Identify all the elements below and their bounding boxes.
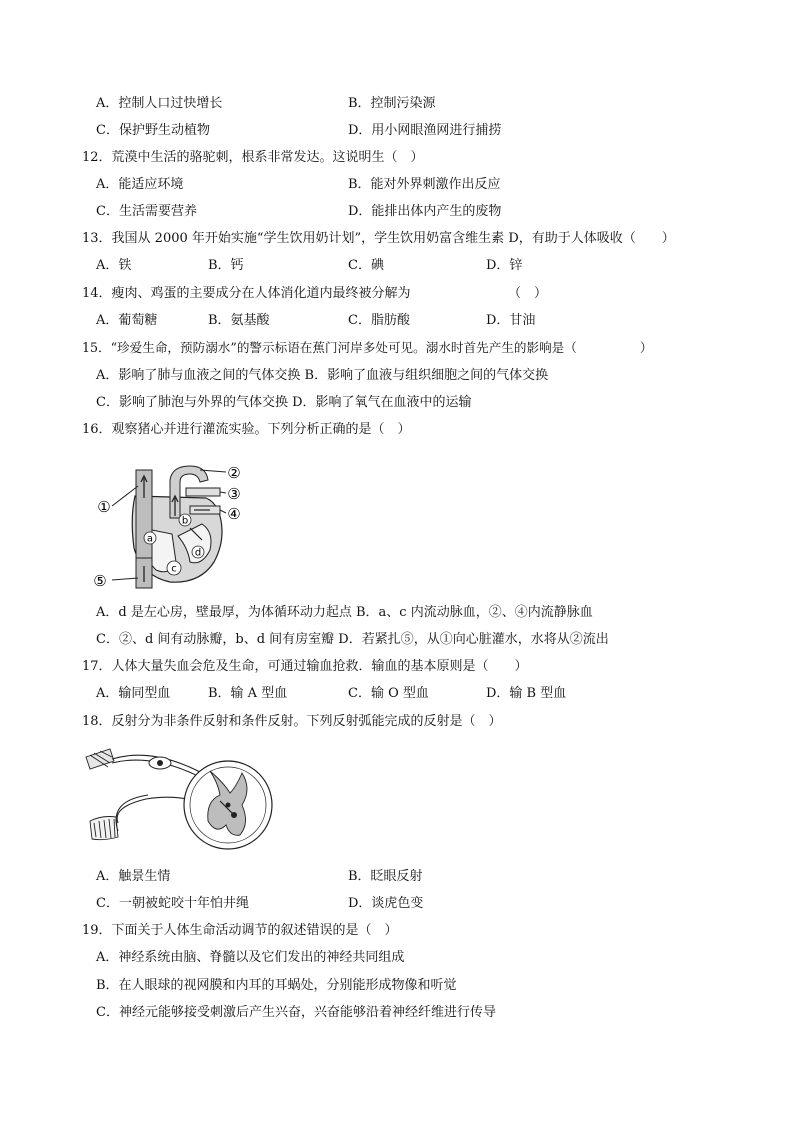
q11-option-b: B．控制污染源 — [348, 96, 436, 111]
q17-stem: 17．人体大量失血会危及生命，可通过输血抢救．输血的基本原则是（ ） — [82, 659, 528, 674]
heart-label-d: d — [194, 547, 202, 559]
heart-label-3: ③ — [227, 485, 241, 503]
q18-option-b: B．眨眼反射 — [348, 869, 423, 884]
q13-stem: 13．我国从 2000 年开始实施“学生饮用奶计划”，学生饮用奶富含维生素 D，有助于人体吸收（ ） — [82, 231, 675, 246]
q12-option-b: B．能对外界刺激作出反应 — [348, 177, 501, 192]
q18-option-d: D．谈虎色变 — [348, 896, 424, 911]
q19-option-c: C．神经元能够接受刺激后产生兴奋，兴奋能够沿着神经纤维进行传导 — [96, 1005, 496, 1020]
q11-option-c: C．保护野生动植物 — [96, 123, 210, 138]
heart-label-a: a — [146, 533, 154, 545]
q11-option-a: A．控制人口过快增长 — [96, 96, 223, 111]
q12-option-d: D．能排出体内产生的废物 — [348, 204, 502, 219]
heart-label-1: ① — [97, 498, 111, 516]
q18-stem: 18．反射分为非条件反射和条件反射。下列反射弧能完成的反射是（ ） — [82, 714, 502, 729]
q15-options-ab: A．影响了肺与血液之间的气体交换 B．影响了血液与组织细胞之间的气体交换 — [96, 368, 549, 383]
q13-option-b: B．钙 — [208, 258, 244, 273]
q13-option-c: C．碘 — [348, 258, 384, 273]
heart-label-b: b — [181, 515, 189, 527]
heart-diagram — [90, 458, 260, 590]
q16-options-ab: A．d 是左心房，壁最厚，为体循环动力起点 B．a、c 内流动脉血，②、④内流静脉血 — [96, 605, 593, 620]
heart-label-4: ④ — [227, 505, 241, 523]
q19-stem: 19．下面关于人体生命活动调节的叙述错误的是（ ） — [82, 923, 398, 938]
q14-option-d: D．甘油 — [486, 313, 536, 328]
q17-option-b: B．输 A 型血 — [208, 686, 288, 701]
q14-stem: 14．瘦肉、鸡蛋的主要成分在人体消化道内最终被分解为 （ ） — [82, 286, 548, 301]
q16-options-cd: C．②、d 间有动脉瓣，b、d 间有房室瓣 D．若紧扎⑤，从①向心脏灌水，水将从②流出 — [96, 632, 609, 647]
q15-options-cd: C．影响了肺泡与外界的气体交换 D．影响了氧气在血液中的运输 — [96, 395, 472, 410]
heart-label-5: ⑤ — [93, 572, 107, 590]
q15-stem: 15．“珍爱生命，预防溺水”的警示标语在蕉门河岸多处可见。溺水时首先产生的影响是（ ） — [82, 340, 653, 355]
q17-option-d: D．输 B 型血 — [486, 686, 567, 701]
q14-option-b: B．氨基酸 — [208, 313, 270, 328]
q19-option-b: B．在人眼球的视网膜和内耳的耳蜗处，分别能形成物像和听觉 — [96, 978, 457, 993]
q12-option-a: A．能适应环境 — [96, 177, 184, 192]
q13-option-d: D．锌 — [486, 258, 523, 273]
q18-option-c: C．一朝被蛇咬十年怕井绳 — [96, 896, 249, 911]
q17-option-a: A．输同型血 — [96, 686, 171, 701]
q18-option-a: A．触景生情 — [96, 869, 171, 884]
q12-stem: 12．荒漠中生活的骆驼刺，根系非常发达。这说明生（ ） — [82, 150, 424, 165]
q14-option-c: C．脂肪酸 — [348, 313, 410, 328]
heart-label-c: c — [171, 563, 177, 575]
q17-option-c: C．输 O 型血 — [348, 686, 429, 701]
q19-option-a: A．神经系统由脑、脊髓以及它们发出的神经共同组成 — [96, 950, 405, 965]
q14-option-a: A．葡萄糖 — [96, 313, 158, 328]
q13-option-a: A．铁 — [96, 258, 132, 273]
q12-option-c: C．生活需要营养 — [96, 204, 197, 219]
q16-stem: 16．观察猪心并进行灌流实验。下列分析正确的是（ ） — [82, 422, 411, 437]
q11-option-d: D．用小网眼渔网进行捕捞 — [348, 123, 502, 138]
reflex-arc-diagram — [82, 743, 278, 855]
heart-label-2: ② — [227, 464, 241, 482]
